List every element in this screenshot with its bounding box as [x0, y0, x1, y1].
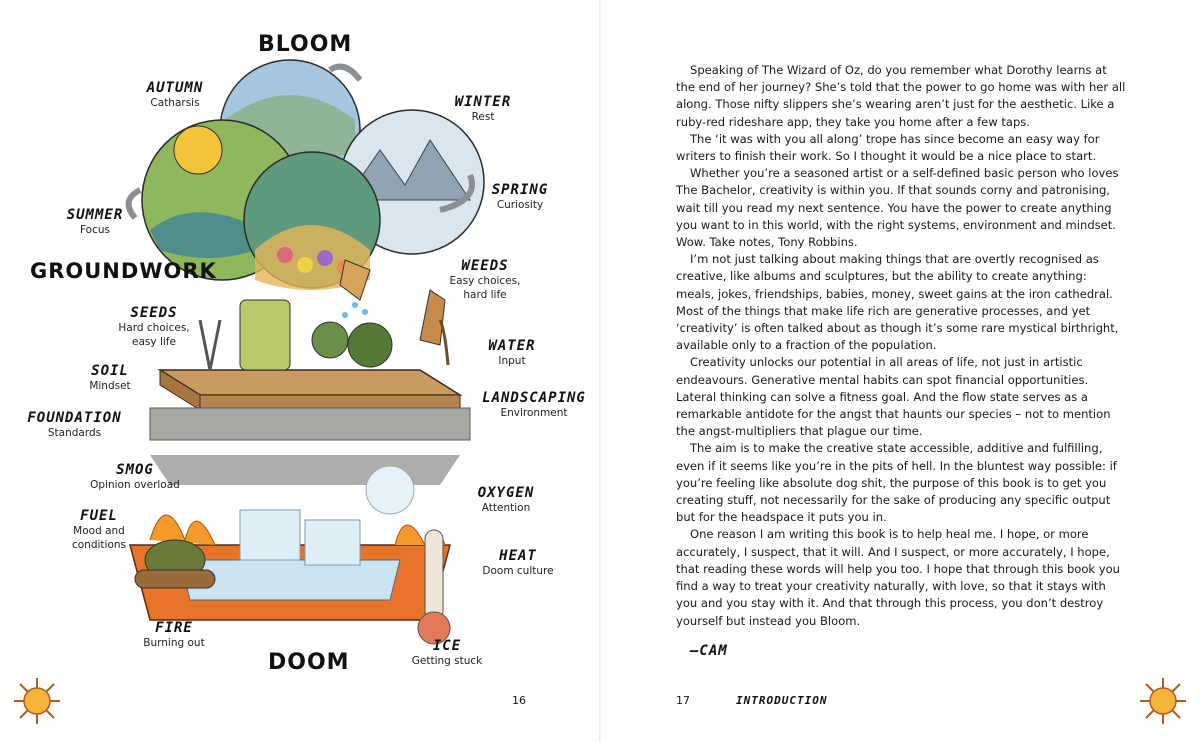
sun-icon [1138, 676, 1188, 726]
paragraph: I’m not just talking about making things that are overtly recognised as creative, like albums and sculptures, but the ability to create anything: meals, jokes, friendships, babies, money, sweet gains at the iron cathedral. Most of the things that make life rich are generative processes, and yet ‘creativity’ is often talked about as though it’s some rare mystical birthright, available only to a fraction of the population. [676, 252, 1119, 353]
label-autumn: AUTUMN Catharsis [146, 80, 204, 109]
label-landscaping: LANDSCAPING Environment [482, 390, 586, 419]
label-ice: ICE Getting stuck [411, 638, 483, 667]
heading-groundwork: GROUNDWORK [30, 259, 217, 283]
running-head: INTRODUCTION [736, 694, 828, 707]
heading-doom: DOOM [268, 650, 350, 675]
page-number-left: 16 [512, 694, 526, 707]
label-smog: SMOG Opinion overload [90, 462, 180, 491]
label-seeds: SEEDS Hard choices, easy life [118, 305, 190, 348]
sun-icon [12, 676, 62, 726]
label-foundation: FOUNDATION Standards [27, 410, 122, 439]
label-soil: SOIL Mindset [89, 363, 131, 392]
paragraph: The aim is to make the creative state accessible, additive and fulfilling, even if it seems like you’re in the pits of hell. In the bluntest way possible: if you’re feeling like absolute dog shit, the purpose of this book is to get you creating stuff, not necessarily for the sake of producing any specific output but for the headspace it puts you in. [676, 441, 1117, 525]
author-signature: —CAM [690, 643, 728, 659]
page-number-right: 17 [676, 694, 690, 707]
label-winter: WINTER Rest [454, 94, 512, 123]
paragraph: Whether you’re a seasoned artist or a self-defined basic person who loves The Bachelor, creativity is within you. If that sounds corny and patronising, wait till you read my next sentence. You have the power to create anything you want to in this world, with the right systems, environment and mindset. Wow. Take notes, Tony Robbins. [676, 166, 1119, 250]
label-fuel: FUEL Mood and conditions [71, 508, 127, 551]
label-heat: HEAT Doom culture [482, 548, 554, 577]
introduction-body-text [676, 62, 1128, 630]
label-summer: SUMMER Focus [66, 207, 124, 236]
label-water: WATER Input [488, 338, 536, 367]
label-weeds: WEEDS Easy choices, hard life [449, 258, 521, 301]
label-fire: FIRE Burning out [143, 620, 205, 649]
heading-bloom: BLOOM [258, 32, 353, 57]
label-spring: SPRING Curiosity [491, 182, 549, 211]
paragraph: One reason I am writing this book is to help heal me. I hope, or more accurately, I suspect, that it will. And I suspect, or more accurately, I hope, that reading these words will help you too. I hope that through this book you find a way to treat your creativity naturally, with love, so that it stays with you and you stay with it. And that through this process, you don’t destroy yourself but instead you Bloom. [676, 527, 1121, 628]
paragraph: Creativity unlocks our potential in all areas of life, not just in artistic endeavours. Generative mental habits can spot financial opportunities. Lateral thinking can solve a fitness goal. And the flow state serves as a remarkable antidote for the angst that haunts our species – not to mention the angst-multipliers that plague our time. [676, 355, 1111, 439]
paragraph: The ‘it was with you all along’ trope has since become an easy way for writers to finish their work. So I thought it would be a nice place to start. [676, 131, 1100, 164]
label-oxygen: OXYGEN Attention [477, 485, 535, 514]
paragraph: Speaking of The Wizard of Oz, do you remember what Dorothy learns at the end of her journey? She’s told that the power to go home was with her all along. Those nifty slippers she’s wearing aren’t just for the aesthetic. Like a ruby-red rideshare app, they take you home after a few taps. [676, 63, 1126, 129]
